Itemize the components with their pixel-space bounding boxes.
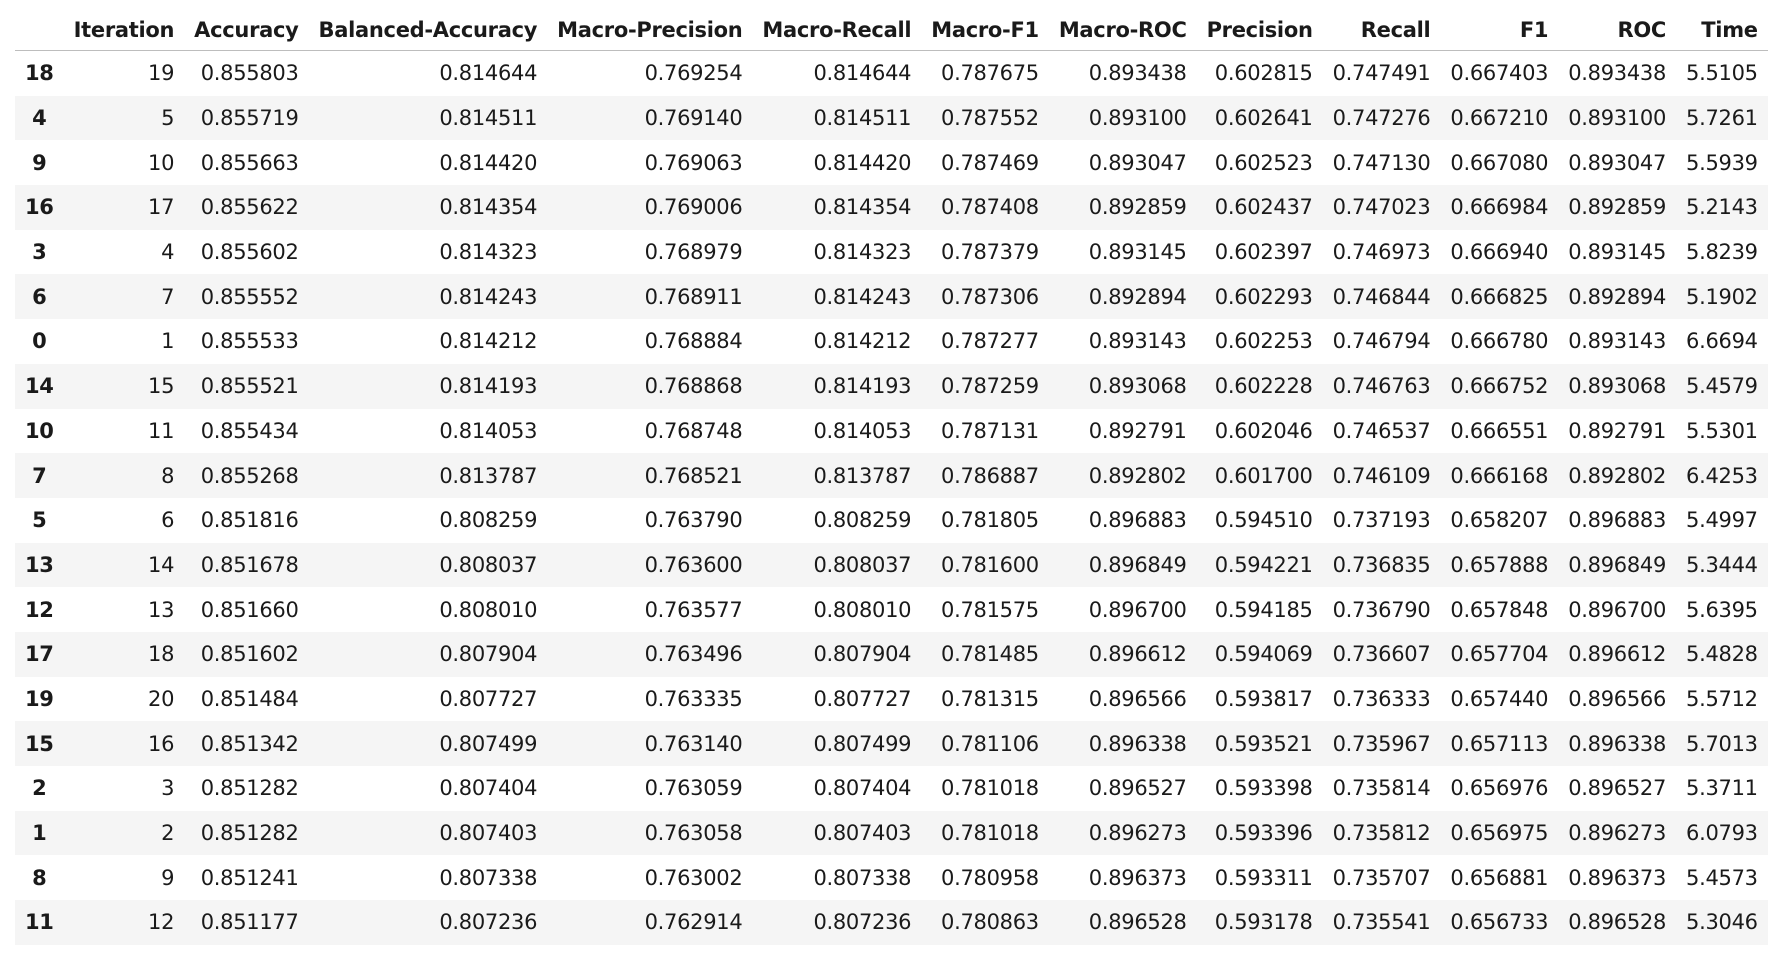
cell-iteration: 13 [148, 597, 175, 622]
cell-roc: 0.893068 [1568, 374, 1667, 399]
cell-precision: 0.602046 [1214, 418, 1313, 443]
cell-precision: 0.593521 [1214, 731, 1313, 756]
cell-macro-recall: 0.807404 [813, 776, 912, 801]
cell-macro-recall: 0.814323 [813, 240, 912, 265]
cell-precision: 0.602397 [1214, 240, 1313, 265]
table-header-row [15, 10, 1768, 51]
cell-accuracy: 0.851678 [200, 552, 299, 577]
column-header-macro-roc: Macro-ROC [1049, 10, 1197, 51]
cell-balanced-accuracy: 0.808037 [439, 552, 538, 577]
cell-macro-precision: 0.763790 [644, 508, 743, 533]
cell-macro-recall: 0.807904 [813, 642, 912, 667]
cell-balanced-accuracy: 0.814420 [439, 150, 538, 175]
cell-precision: 0.593817 [1214, 686, 1313, 711]
cell-precision: 0.593178 [1214, 910, 1313, 935]
cell-f1: 0.656881 [1450, 865, 1549, 890]
cell-time: 6.0793 [1686, 821, 1758, 846]
cell-macro-precision: 0.768748 [644, 418, 743, 443]
cell-f1: 0.658207 [1450, 508, 1549, 533]
cell-time: 5.1902 [1686, 284, 1758, 309]
cell-roc: 0.896528 [1568, 910, 1667, 935]
cell-macro-roc: 0.893047 [1088, 150, 1187, 175]
cell-iteration: 8 [161, 463, 175, 488]
column-header-macro-precision: Macro-Precision [547, 10, 752, 51]
cell-macro-recall: 0.814644 [813, 61, 912, 86]
table-row [15, 587, 1768, 632]
cell-balanced-accuracy: 0.814053 [439, 418, 538, 443]
cell-precision: 0.593396 [1214, 821, 1313, 846]
cell-macro-f1: 0.787675 [941, 61, 1039, 86]
table-row [15, 498, 1768, 543]
cell-macro-recall: 0.813787 [813, 463, 912, 488]
cell-macro-precision: 0.769140 [644, 106, 743, 131]
cell-macro-precision: 0.763140 [644, 731, 743, 756]
table-row [15, 453, 1768, 498]
cell-precision: 0.594185 [1214, 597, 1313, 622]
cell-balanced-accuracy: 0.807338 [439, 865, 538, 890]
cell-balanced-accuracy: 0.808010 [439, 597, 538, 622]
cell-macro-f1: 0.787469 [941, 150, 1039, 175]
cell-macro-recall: 0.807499 [813, 731, 912, 756]
cell-macro-precision: 0.769063 [644, 150, 743, 175]
cell-recall: 0.735812 [1332, 821, 1431, 846]
cell-macro-roc: 0.892791 [1088, 418, 1187, 443]
cell-macro-roc: 0.896612 [1088, 642, 1187, 667]
column-header-recall: Recall [1323, 10, 1441, 51]
cell-recall: 0.746109 [1332, 463, 1431, 488]
cell-macro-precision: 0.763059 [644, 776, 743, 801]
cell-macro-roc: 0.896338 [1088, 731, 1187, 756]
cell-time: 5.7261 [1686, 106, 1758, 131]
cell-macro-roc: 0.896566 [1088, 686, 1187, 711]
row-index-cell: 8 [32, 865, 47, 890]
row-index-cell: 6 [32, 284, 47, 309]
cell-precision: 0.602253 [1214, 329, 1313, 354]
cell-macro-precision: 0.762914 [644, 910, 743, 935]
table-body [15, 51, 1768, 945]
cell-f1: 0.667403 [1450, 61, 1549, 86]
cell-precision: 0.594069 [1214, 642, 1313, 667]
cell-recall: 0.736835 [1332, 552, 1431, 577]
cell-roc: 0.896527 [1568, 776, 1667, 801]
cell-macro-roc: 0.896373 [1088, 865, 1187, 890]
cell-iteration: 11 [148, 418, 175, 443]
cell-recall: 0.735541 [1332, 910, 1431, 935]
cell-balanced-accuracy: 0.807403 [439, 821, 538, 846]
cell-macro-f1: 0.787131 [941, 418, 1039, 443]
column-header-precision: Precision [1197, 10, 1323, 51]
table-row [15, 364, 1768, 409]
cell-macro-precision: 0.763335 [644, 686, 743, 711]
cell-accuracy: 0.851241 [200, 865, 299, 890]
cell-iteration: 20 [148, 686, 175, 711]
cell-balanced-accuracy: 0.813787 [439, 463, 538, 488]
cell-macro-f1: 0.787408 [941, 195, 1039, 220]
cell-iteration: 10 [148, 150, 175, 175]
cell-f1: 0.666825 [1450, 284, 1549, 309]
cell-macro-recall: 0.807236 [813, 910, 912, 935]
cell-iteration: 15 [148, 374, 175, 399]
cell-time: 5.4573 [1686, 865, 1758, 890]
row-index-cell: 18 [25, 61, 54, 86]
cell-macro-recall: 0.808037 [813, 552, 912, 577]
cell-accuracy: 0.855803 [200, 61, 299, 86]
cell-iteration: 6 [161, 508, 175, 533]
cell-precision: 0.602293 [1214, 284, 1313, 309]
cell-roc: 0.893145 [1568, 240, 1667, 265]
cell-f1: 0.656976 [1450, 776, 1549, 801]
row-index-cell: 4 [32, 106, 47, 131]
table-row [15, 855, 1768, 900]
cell-f1: 0.657440 [1450, 686, 1549, 711]
cell-iteration: 14 [148, 552, 175, 577]
column-header-iteration: Iteration [64, 10, 185, 51]
cell-precision: 0.594221 [1214, 552, 1313, 577]
cell-macro-f1: 0.787259 [941, 374, 1039, 399]
cell-macro-roc: 0.893143 [1088, 329, 1187, 354]
dataframe-output [15, 10, 1768, 945]
cell-macro-f1: 0.787552 [941, 106, 1039, 131]
cell-roc: 0.896566 [1568, 686, 1667, 711]
cell-precision: 0.602437 [1214, 195, 1313, 220]
column-header-roc: ROC [1558, 10, 1676, 51]
cell-precision: 0.593311 [1214, 865, 1313, 890]
column-header-macro-f1: Macro-F1 [921, 10, 1049, 51]
cell-recall: 0.746537 [1332, 418, 1431, 443]
cell-macro-recall: 0.807727 [813, 686, 912, 711]
cell-recall: 0.736607 [1332, 642, 1431, 667]
table-row [15, 543, 1768, 588]
cell-macro-f1: 0.781575 [941, 597, 1039, 622]
cell-recall: 0.746844 [1332, 284, 1431, 309]
cell-time: 5.5301 [1686, 418, 1758, 443]
cell-roc: 0.893143 [1568, 329, 1667, 354]
cell-f1: 0.666551 [1450, 418, 1549, 443]
cell-recall: 0.746973 [1332, 240, 1431, 265]
cell-macro-precision: 0.768884 [644, 329, 743, 354]
row-index-cell: 12 [25, 597, 54, 622]
row-index-cell: 9 [32, 150, 47, 175]
cell-balanced-accuracy: 0.814511 [439, 106, 538, 131]
table-row [15, 230, 1768, 275]
cell-balanced-accuracy: 0.807904 [439, 642, 538, 667]
cell-macro-precision: 0.768868 [644, 374, 743, 399]
cell-macro-f1: 0.781018 [941, 821, 1039, 846]
row-index-cell: 1 [32, 821, 47, 846]
cell-balanced-accuracy: 0.807404 [439, 776, 538, 801]
cell-f1: 0.657888 [1450, 552, 1549, 577]
cell-accuracy: 0.851177 [200, 910, 299, 935]
cell-roc: 0.893438 [1568, 61, 1667, 86]
cell-macro-recall: 0.807338 [813, 865, 912, 890]
cell-macro-f1: 0.787379 [941, 240, 1039, 265]
cell-f1: 0.666940 [1450, 240, 1549, 265]
cell-macro-recall: 0.814193 [813, 374, 912, 399]
cell-roc: 0.892859 [1568, 195, 1667, 220]
cell-balanced-accuracy: 0.814193 [439, 374, 538, 399]
cell-recall: 0.735707 [1332, 865, 1431, 890]
cell-f1: 0.666168 [1450, 463, 1549, 488]
row-index-cell: 2 [32, 776, 47, 801]
cell-precision: 0.602228 [1214, 374, 1313, 399]
cell-recall: 0.746763 [1332, 374, 1431, 399]
cell-accuracy: 0.851602 [200, 642, 299, 667]
cell-recall: 0.747023 [1332, 195, 1431, 220]
cell-macro-roc: 0.893100 [1088, 106, 1187, 131]
cell-macro-roc: 0.893438 [1088, 61, 1187, 86]
row-index-cell: 7 [32, 463, 47, 488]
cell-macro-f1: 0.781600 [941, 552, 1039, 577]
cell-macro-f1: 0.787306 [941, 284, 1039, 309]
column-header-macro-recall: Macro-Recall [752, 10, 921, 51]
cell-f1: 0.666984 [1450, 195, 1549, 220]
cell-accuracy: 0.855663 [200, 150, 299, 175]
cell-balanced-accuracy: 0.814212 [439, 329, 538, 354]
cell-recall: 0.735814 [1332, 776, 1431, 801]
cell-time: 5.3046 [1686, 910, 1758, 935]
cell-accuracy: 0.851342 [200, 731, 299, 756]
cell-accuracy: 0.855521 [200, 374, 299, 399]
cell-roc: 0.893047 [1568, 150, 1667, 175]
cell-iteration: 7 [161, 284, 175, 309]
table-row [15, 185, 1768, 230]
cell-balanced-accuracy: 0.814243 [439, 284, 538, 309]
cell-macro-precision: 0.763600 [644, 552, 743, 577]
table-row [15, 677, 1768, 722]
table-row [15, 721, 1768, 766]
cell-accuracy: 0.855268 [200, 463, 299, 488]
cell-balanced-accuracy: 0.814323 [439, 240, 538, 265]
cell-time: 6.6694 [1686, 329, 1758, 354]
cell-macro-f1: 0.781485 [941, 642, 1039, 667]
cell-balanced-accuracy: 0.814354 [439, 195, 538, 220]
cell-accuracy: 0.855622 [200, 195, 299, 220]
table-row [15, 96, 1768, 141]
cell-roc: 0.896338 [1568, 731, 1667, 756]
cell-recall: 0.737193 [1332, 508, 1431, 533]
cell-precision: 0.601700 [1214, 463, 1313, 488]
cell-roc: 0.892802 [1568, 463, 1667, 488]
cell-accuracy: 0.851816 [200, 508, 299, 533]
cell-f1: 0.667210 [1450, 106, 1549, 131]
cell-macro-precision: 0.763002 [644, 865, 743, 890]
cell-macro-roc: 0.896273 [1088, 821, 1187, 846]
cell-time: 5.4579 [1686, 374, 1758, 399]
cell-accuracy: 0.855434 [200, 418, 299, 443]
cell-macro-f1: 0.786887 [941, 463, 1039, 488]
cell-time: 5.5105 [1686, 61, 1758, 86]
cell-roc: 0.896612 [1568, 642, 1667, 667]
cell-recall: 0.746794 [1332, 329, 1431, 354]
cell-precision: 0.602523 [1214, 150, 1313, 175]
cell-precision: 0.593398 [1214, 776, 1313, 801]
cell-macro-roc: 0.896528 [1088, 910, 1187, 935]
cell-iteration: 1 [161, 329, 175, 354]
cell-iteration: 4 [161, 240, 175, 265]
cell-macro-f1: 0.780863 [941, 910, 1039, 935]
cell-macro-recall: 0.814511 [813, 106, 912, 131]
column-header-time: Time [1676, 10, 1768, 51]
cell-macro-recall: 0.808010 [813, 597, 912, 622]
cell-balanced-accuracy: 0.807727 [439, 686, 538, 711]
table-row [15, 140, 1768, 185]
row-index-cell: 0 [32, 329, 47, 354]
row-index-cell: 17 [25, 642, 54, 667]
cell-recall: 0.736790 [1332, 597, 1431, 622]
cell-balanced-accuracy: 0.808259 [439, 508, 538, 533]
cell-roc: 0.896883 [1568, 508, 1667, 533]
cell-recall: 0.736333 [1332, 686, 1431, 711]
cell-macro-roc: 0.892802 [1088, 463, 1187, 488]
table-row [15, 51, 1768, 96]
row-index-cell: 10 [25, 418, 54, 443]
cell-accuracy: 0.851660 [200, 597, 299, 622]
cell-iteration: 16 [148, 731, 175, 756]
table-row [15, 811, 1768, 856]
cell-f1: 0.656975 [1450, 821, 1549, 846]
cell-precision: 0.602641 [1214, 106, 1313, 131]
cell-roc: 0.896700 [1568, 597, 1667, 622]
cell-iteration: 19 [148, 61, 175, 86]
cell-f1: 0.666780 [1450, 329, 1549, 354]
cell-macro-precision: 0.763577 [644, 597, 743, 622]
cell-accuracy: 0.851484 [200, 686, 299, 711]
cell-macro-precision: 0.763496 [644, 642, 743, 667]
cell-time: 5.5939 [1686, 150, 1758, 175]
cell-time: 5.6395 [1686, 597, 1758, 622]
cell-accuracy: 0.851282 [200, 821, 299, 846]
cell-iteration: 3 [161, 776, 175, 801]
cell-macro-f1: 0.787277 [941, 329, 1039, 354]
cell-roc: 0.892894 [1568, 284, 1667, 309]
cell-iteration: 9 [161, 865, 175, 890]
table-row [15, 274, 1768, 319]
cell-time: 5.4828 [1686, 642, 1758, 667]
cell-recall: 0.747130 [1332, 150, 1431, 175]
table-row [15, 632, 1768, 677]
cell-iteration: 18 [148, 642, 175, 667]
cell-roc: 0.896373 [1568, 865, 1667, 890]
cell-macro-recall: 0.808259 [813, 508, 912, 533]
cell-time: 6.4253 [1686, 463, 1758, 488]
column-header-f1: F1 [1440, 10, 1558, 51]
cell-precision: 0.594510 [1214, 508, 1313, 533]
cell-time: 5.3711 [1686, 776, 1758, 801]
row-index-cell: 15 [25, 731, 54, 756]
cell-macro-roc: 0.892859 [1088, 195, 1187, 220]
row-index-cell: 16 [25, 195, 54, 220]
cell-macro-f1: 0.781315 [941, 686, 1039, 711]
cell-f1: 0.657848 [1450, 597, 1549, 622]
cell-macro-recall: 0.814212 [813, 329, 912, 354]
cell-macro-f1: 0.781106 [941, 731, 1039, 756]
cell-macro-recall: 0.814053 [813, 418, 912, 443]
table-row [15, 900, 1768, 945]
cell-macro-recall: 0.814354 [813, 195, 912, 220]
cell-f1: 0.667080 [1450, 150, 1549, 175]
cell-roc: 0.896849 [1568, 552, 1667, 577]
cell-time: 5.4997 [1686, 508, 1758, 533]
cell-f1: 0.657704 [1450, 642, 1549, 667]
cell-time: 5.2143 [1686, 195, 1758, 220]
row-index-cell: 19 [25, 686, 54, 711]
cell-accuracy: 0.855602 [200, 240, 299, 265]
cell-balanced-accuracy: 0.814644 [439, 61, 538, 86]
cell-iteration: 12 [148, 910, 175, 935]
cell-recall: 0.747491 [1332, 61, 1431, 86]
cell-macro-roc: 0.893145 [1088, 240, 1187, 265]
cell-macro-roc: 0.896883 [1088, 508, 1187, 533]
table-row [15, 766, 1768, 811]
cell-macro-recall: 0.814420 [813, 150, 912, 175]
row-index-cell: 5 [32, 508, 47, 533]
row-index-cell: 14 [25, 374, 54, 399]
table-row [15, 319, 1768, 364]
cell-accuracy: 0.855533 [200, 329, 299, 354]
row-index-cell: 3 [32, 240, 47, 265]
cell-macro-precision: 0.769254 [644, 61, 743, 86]
cell-time: 5.8239 [1686, 240, 1758, 265]
cell-macro-recall: 0.807403 [813, 821, 912, 846]
cell-macro-roc: 0.896527 [1088, 776, 1187, 801]
column-header-balanced-accuracy: Balanced-Accuracy [309, 10, 548, 51]
cell-f1: 0.657113 [1450, 731, 1549, 756]
cell-recall: 0.747276 [1332, 106, 1431, 131]
cell-precision: 0.602815 [1214, 61, 1313, 86]
cell-time: 5.5712 [1686, 686, 1758, 711]
cell-f1: 0.656733 [1450, 910, 1549, 935]
cell-accuracy: 0.855552 [200, 284, 299, 309]
cell-accuracy: 0.855719 [200, 106, 299, 131]
cell-time: 5.7013 [1686, 731, 1758, 756]
cell-macro-f1: 0.780958 [941, 865, 1039, 890]
cell-recall: 0.735967 [1332, 731, 1431, 756]
cell-iteration: 5 [161, 106, 175, 131]
cell-roc: 0.893100 [1568, 106, 1667, 131]
cell-macro-recall: 0.814243 [813, 284, 912, 309]
results-table [15, 10, 1768, 945]
cell-roc: 0.892791 [1568, 418, 1667, 443]
cell-macro-precision: 0.768521 [644, 463, 743, 488]
row-index-cell: 13 [25, 552, 54, 577]
cell-macro-precision: 0.768911 [644, 284, 743, 309]
cell-roc: 0.896273 [1568, 821, 1667, 846]
cell-macro-roc: 0.896700 [1088, 597, 1187, 622]
cell-macro-roc: 0.893068 [1088, 374, 1187, 399]
cell-balanced-accuracy: 0.807236 [439, 910, 538, 935]
table-row [15, 409, 1768, 454]
row-index-cell: 11 [25, 910, 54, 935]
column-header-index [15, 10, 64, 51]
cell-balanced-accuracy: 0.807499 [439, 731, 538, 756]
cell-macro-f1: 0.781805 [941, 508, 1039, 533]
cell-macro-roc: 0.896849 [1088, 552, 1187, 577]
cell-time: 5.3444 [1686, 552, 1758, 577]
cell-macro-precision: 0.763058 [644, 821, 743, 846]
cell-macro-precision: 0.769006 [644, 195, 743, 220]
cell-macro-precision: 0.768979 [644, 240, 743, 265]
cell-accuracy: 0.851282 [200, 776, 299, 801]
cell-iteration: 17 [148, 195, 175, 220]
cell-macro-roc: 0.892894 [1088, 284, 1187, 309]
cell-macro-f1: 0.781018 [941, 776, 1039, 801]
cell-iteration: 2 [161, 821, 175, 846]
column-header-accuracy: Accuracy [184, 10, 308, 51]
cell-f1: 0.666752 [1450, 374, 1549, 399]
